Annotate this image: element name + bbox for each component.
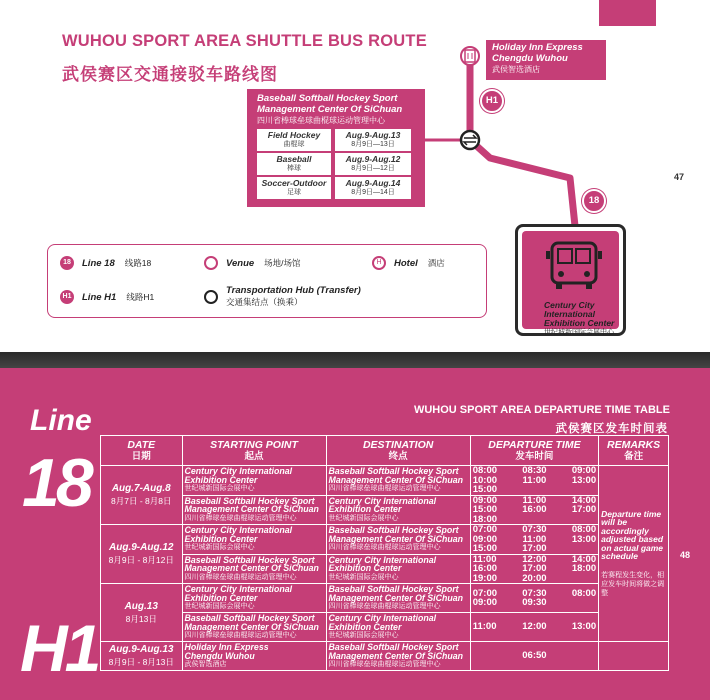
venue-date xyxy=(335,153,411,175)
bus-icon xyxy=(544,237,604,293)
destination-cell: Century City International Exhibition Center 世纪城新国际会展中心 xyxy=(326,495,470,525)
remarks-en: Departure time will be accordingly adjusted based on actual game schedule xyxy=(601,508,664,561)
page-number-bottom: 48 xyxy=(679,550,690,560)
date-cell: Aug.9-Aug.12 8月9日 - 8月12日 xyxy=(101,525,183,584)
venue-sport-en: Field Hockey xyxy=(267,130,321,140)
remarks-cell xyxy=(599,466,669,642)
legend-line-h1 xyxy=(60,290,154,304)
date-cell: Aug.13 8月13日 xyxy=(101,584,183,642)
hotel-icon: H xyxy=(372,256,386,270)
start-cell: Baseball Softball Hockey Sport Management Center Of SiChuan 四川省棒球垒球曲棍球运动管理中心 xyxy=(182,613,326,642)
times-cell: 09:00 11:00 14:00 15:00 16:00 17:00 18:00 xyxy=(470,495,598,525)
transfer-hub-icon xyxy=(461,131,479,149)
venue-event-row xyxy=(257,177,415,199)
hotel-name-en-2: Chengdu Wuhou xyxy=(492,53,568,64)
table-row xyxy=(101,495,669,525)
venue-event-row xyxy=(257,129,415,151)
legend-line18-en: Line 18 xyxy=(82,257,115,269)
venue-date xyxy=(335,177,411,199)
timetable-section xyxy=(0,368,710,700)
exhibition-center-panel xyxy=(522,231,619,336)
destination-cell: Century City International Exhibition Center 世纪城新国际会展中心 xyxy=(326,554,470,584)
destination-cell: Baseball Softball Hockey Sport Management Center Of SiChuan 四川省棒球垒球曲棍球运动管理中心 xyxy=(326,642,470,671)
venue-box xyxy=(247,89,425,207)
table-row xyxy=(101,613,669,642)
exhibition-name-en-2: International xyxy=(544,309,596,319)
start-cell: Century City International Exhibition Center 世纪城新国际会展中心 xyxy=(182,466,326,496)
venue-date-en: Aug.9-Aug.13 xyxy=(345,130,401,140)
legend-hotel xyxy=(372,256,445,270)
venue-icon xyxy=(204,256,218,270)
timetable-title-en: WUHOU SPORT AREA DEPARTURE TIME TABLE xyxy=(413,404,670,416)
header-departure-time: DEPARTURE TIME 发车时间 xyxy=(470,436,598,466)
remarks-cell-empty xyxy=(599,642,669,671)
line-h1-icon: H1 xyxy=(60,290,74,304)
times-cell: 11:00 12:00 13:00 xyxy=(470,613,598,642)
badge-18: 18 xyxy=(582,189,606,213)
table-row xyxy=(101,584,669,613)
venue-sport-cn: 足球 xyxy=(287,189,301,196)
map-title-en: WUHOU SPORT AREA SHUTTLE BUS ROUTE xyxy=(62,32,427,50)
destination-cell: Baseball Softball Hockey Sport Management Center Of SiChuan 四川省棒球垒球曲棍球运动管理中心 xyxy=(326,584,470,613)
line-word: Line xyxy=(30,404,92,437)
exhibition-name-en-3: Exhibition Center xyxy=(544,318,615,328)
venue-sport-cn: 曲棍球 xyxy=(283,141,305,148)
start-cell: Holiday Inn Express Chengdu Wuhou 武侯智选酒店 xyxy=(182,642,326,671)
hotel-name-cn: 武侯智选酒店 xyxy=(492,65,540,74)
hotel-label xyxy=(486,40,606,80)
map-title-cn: 武侯赛区交通接驳车路线图 xyxy=(62,65,278,84)
exhibition-center-label xyxy=(544,301,614,337)
legend-line-18 xyxy=(60,256,151,270)
times-cell: 11:00 12:00 14:00 16:00 17:00 18:00 19:00 20:00 xyxy=(470,554,598,584)
venue-date-en: Aug.9-Aug.14 xyxy=(345,178,401,188)
header-starting-point: STARTING POINT 起点 xyxy=(182,436,326,466)
exhibition-center-box xyxy=(515,224,626,336)
start-cell: Century City International Exhibition Center 世纪城新国际会展中心 xyxy=(182,584,326,613)
line-h1-number: H1 xyxy=(20,611,99,685)
legend-hub-en: Transportation Hub (Transfer) xyxy=(226,285,361,296)
timetable-title-cn: 武侯赛区发车时间表 xyxy=(555,423,668,435)
line-18-icon: 18 xyxy=(60,256,74,270)
venue-title-en: Baseball Softball Hockey Sport Management Center Of SiChuan xyxy=(257,93,403,115)
venue-sport-en: Soccer-Outdoor xyxy=(261,178,327,188)
table-row xyxy=(101,554,669,584)
legend-hub xyxy=(204,285,371,308)
times-cell: 08:00 08:30 09:00 10:00 11:00 13:00 15:00 xyxy=(470,466,598,496)
legend-lineh1-en: Line H1 xyxy=(82,291,117,303)
start-cell: Baseball Softball Hockey Sport Management Center Of SiChuan 四川省棒球垒球曲棍球运动管理中心 xyxy=(182,495,326,525)
venue-date-cn: 8月9日—13日 xyxy=(351,141,395,148)
venue-sport-en: Baseball xyxy=(276,154,312,164)
exhibition-name-en-1: Century City xyxy=(544,300,595,310)
legend xyxy=(47,244,487,318)
timetable-table xyxy=(100,435,669,671)
page-number-top: 47 xyxy=(674,172,685,182)
venue-date-cn: 8月9日—14日 xyxy=(351,189,395,196)
header-date: DATE 日期 xyxy=(101,436,183,466)
exhibition-name-cn: 世纪城新国际会展中心 xyxy=(544,329,614,336)
venue-event-row xyxy=(257,153,415,175)
legend-venue-cn: 场地/场馆 xyxy=(264,258,301,268)
venue-sport-cn: 棒球 xyxy=(287,165,301,172)
destination-cell: Century City International Exhibition Center 世纪城新国际会展中心 xyxy=(326,613,470,642)
legend-lineh1-cn: 线路H1 xyxy=(126,292,155,302)
page-divider xyxy=(0,352,710,368)
legend-venue-en: Venue xyxy=(226,257,255,269)
start-cell: Century City International Exhibition Center 世纪城新国际会展中心 xyxy=(182,525,326,555)
timetable-header-row xyxy=(101,436,669,466)
legend-hotel-en: Hotel xyxy=(394,257,418,269)
date-cell: Aug.9-Aug.13 8月9日 - 8月13日 xyxy=(101,642,183,671)
header-remarks: REMARKS 备注 xyxy=(599,436,669,466)
hotel-name-en-1: Holiday Inn Express xyxy=(492,42,583,53)
times-cell: 06:50 xyxy=(470,642,598,671)
route-18-path xyxy=(470,140,575,226)
legend-hotel-cn: 酒店 xyxy=(427,258,445,268)
date-cell: Aug.7-Aug.8 8月7日 - 8月8日 xyxy=(101,466,183,525)
legend-venue xyxy=(204,256,301,270)
venue-date-cn: 8月9日—12日 xyxy=(351,165,395,172)
times-cell: 07:00 07:30 08:00 09:00 11:00 13:00 15:00 17:00 xyxy=(470,525,598,555)
venue-sport xyxy=(257,129,331,151)
badge-h1: H1 xyxy=(480,89,504,113)
venue-sport xyxy=(257,153,331,175)
remarks-cn: 若赛程发生变化，相应发车时间将做之调整 xyxy=(601,571,665,597)
times-cell: 07:00 07:30 08:00 09:00 09:30 xyxy=(470,584,598,613)
table-row xyxy=(101,466,669,496)
header-destination: DESTINATION 终点 xyxy=(326,436,470,466)
legend-hub-cn: 交通集结点（换乘） xyxy=(226,297,303,307)
destination-cell: Baseball Softball Hockey Sport Management Center Of SiChuan 四川省棒球垒球曲棍球运动管理中心 xyxy=(326,466,470,496)
transfer-hub-legend-icon xyxy=(204,290,218,304)
venue-date xyxy=(335,129,411,151)
line-18-number: 18 xyxy=(22,445,90,521)
legend-line18-cn: 线路18 xyxy=(124,258,152,268)
table-row xyxy=(101,642,669,671)
venue-sport xyxy=(257,177,331,199)
destination-cell: Baseball Softball Hockey Sport Management Center Of SiChuan 四川省棒球垒球曲棍球运动管理中心 xyxy=(326,525,470,555)
hotel-marker-icon xyxy=(461,47,479,65)
start-cell: Baseball Softball Hockey Sport Management Center Of SiChuan 四川省棒球垒球曲棍球运动管理中心 xyxy=(182,554,326,584)
venue-date-en: Aug.9-Aug.12 xyxy=(345,154,401,164)
venue-title-cn: 四川省棒球垒球曲棍球运动管理中心 xyxy=(257,116,385,125)
table-row xyxy=(101,525,669,555)
